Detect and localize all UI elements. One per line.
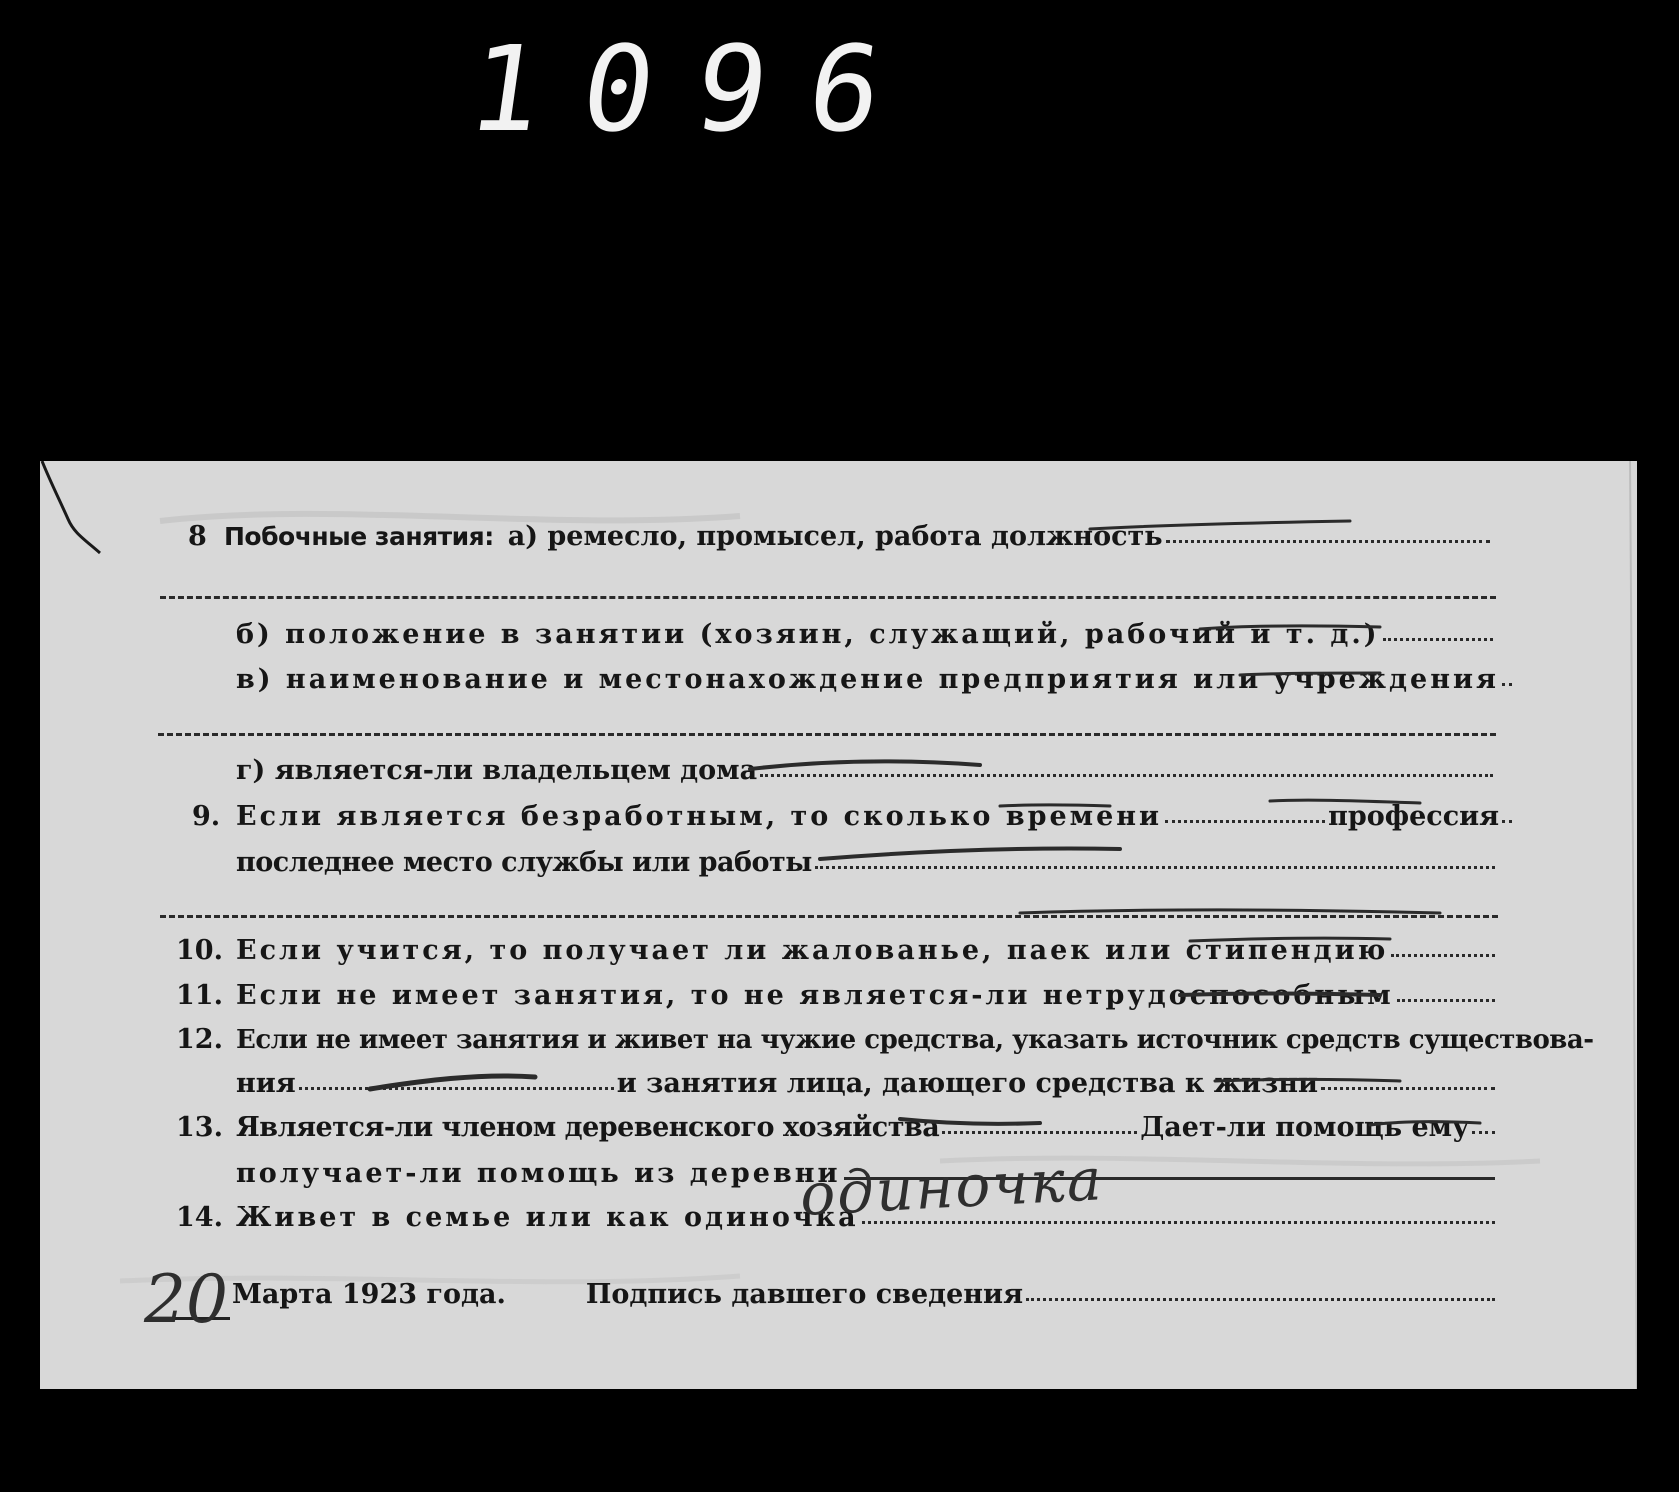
dash-11 [1180, 994, 1380, 996]
footer-date: Марта 1923 года. [232, 1279, 506, 1310]
dash-9-duration [1000, 805, 1110, 806]
item-14-number: 14. [176, 1202, 223, 1233]
item-12-number: 12. [176, 1024, 223, 1055]
item-11-number: 11. [176, 980, 223, 1011]
handwriting-layer [40, 461, 1637, 1389]
item-12-text: Если не имеет занятия и живет на чужие средства, указать источник средств существова- [236, 1025, 1594, 1055]
item-9-profession-label: профессия [1328, 801, 1500, 832]
dash-13-help [1370, 1122, 1480, 1125]
item-8-number: 8 [188, 521, 207, 552]
signature-label: Подпись давшего сведения [585, 1279, 1024, 1310]
item-12-cont1: ния [236, 1068, 296, 1099]
item-13-text: Является-ли членом деревенского хозяйства [236, 1112, 940, 1143]
dash-8a [1090, 521, 1350, 529]
item-11-text: Если не имеет занятия, то не является-ли нетрудоспособным [236, 980, 1394, 1011]
item-13-number: 13. [176, 1112, 223, 1143]
item-8g-text: г) является-ли владельцем дома [236, 755, 758, 786]
item-8v-text: в) наименование и местонахождение предприятия или учреждения [236, 664, 1499, 695]
dash-13-member [900, 1119, 1040, 1124]
item-12-cont2: и занятия лица, дающего средства к жизни [616, 1068, 1319, 1099]
item-10-number: 10. [176, 935, 223, 966]
item-8b-text: б) положение в занятии (хозяин, служащий, рабочий и т. д.) [236, 619, 1380, 650]
item-13-receives-label: получает-ли помощь из деревни [236, 1158, 841, 1189]
dash-12-provider [1215, 1080, 1400, 1082]
item-9-number: 9. [192, 801, 221, 832]
dash-9-profession [1270, 800, 1420, 803]
item-9-last-place-label: последнее место службы или работы [236, 847, 812, 878]
dash-8b [1200, 626, 1380, 629]
dash-10 [1190, 938, 1390, 941]
item-8a-text: а) ремесло, промысел, работа должность [507, 521, 1163, 552]
answer-handwriting: одиночка [798, 1145, 1106, 1229]
item-13-help-label: Дает-ли помощь ему [1140, 1112, 1470, 1143]
census-card [40, 461, 1637, 1389]
dash-8g [750, 762, 980, 769]
day-handwriting: 20 [144, 1261, 228, 1338]
item-9-text: Если является безработным, то сколько времени [236, 801, 1163, 832]
dash-9-last-place [820, 848, 1120, 859]
dash-8v [1240, 673, 1380, 675]
item-10-text: Если учится, то получает ли жалованье, паек или стипендию [236, 935, 1389, 966]
item-8-label: Побочные занятия: [224, 522, 494, 551]
item-14-text: Живет в семье или как одиночка [236, 1202, 859, 1233]
dash-9-extra [1020, 910, 1440, 913]
frame-number: 1096 [460, 20, 932, 158]
dash-12-source [370, 1076, 535, 1089]
